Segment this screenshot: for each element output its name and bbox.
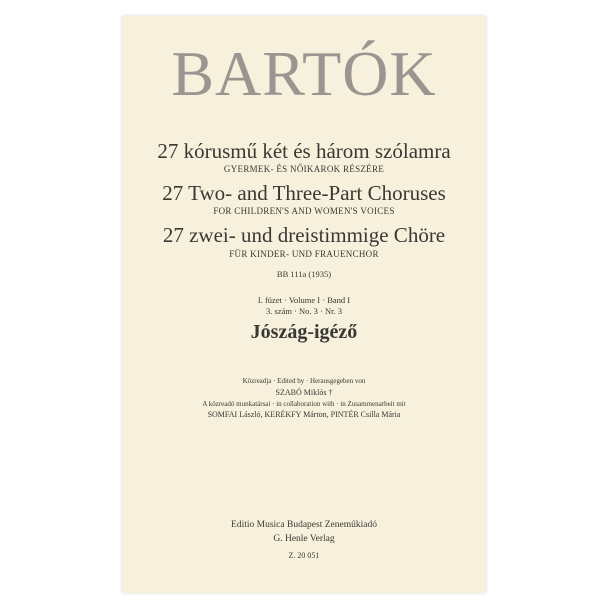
title-english: 27 Two- and Three-Part Choruses bbox=[162, 181, 446, 205]
publisher-primary: Editio Musica Budapest Zeneműkiadó bbox=[231, 520, 377, 530]
editor-name: SZABÓ Miklós † bbox=[275, 388, 333, 397]
subtitle-german: FÜR KINDER- UND FRAUENCHOR bbox=[229, 249, 379, 259]
catalogue-number: Z. 20 051 bbox=[288, 551, 320, 560]
collaborator-names: SOMFAI László, KERÉKFY Márton, PINTÉR Csilla Mária bbox=[207, 410, 401, 419]
composer-name: BARTÓK bbox=[171, 38, 437, 109]
publisher-secondary: G. Henle Verlag bbox=[273, 534, 335, 544]
piece-title: Jószág-igéző bbox=[250, 321, 358, 343]
score-cover bbox=[122, 16, 486, 593]
title-german: 27 zwei- und dreistimmige Chöre bbox=[162, 223, 446, 247]
subtitle-english: FOR CHILDREN'S AND WOMEN'S VOICES bbox=[213, 206, 395, 216]
volume-label: I. füzet · Volume I · Band I bbox=[257, 295, 351, 305]
collaboration-label: A közreadó munkatársai · in collaboration with · in Zusammenarbeit mit bbox=[202, 400, 406, 408]
subtitle-hungarian: GYERMEK- ÉS NŐIKAROK RÉSZÉRE bbox=[223, 164, 385, 174]
title-hungarian: 27 kórusmű két és három szólamra bbox=[157, 139, 451, 163]
bb-catalogue-number: BB 111a (1935) bbox=[276, 269, 332, 279]
number-label: 3. szám · No. 3 · Nr. 3 bbox=[265, 306, 342, 316]
edited-by-label: Közreadja · Edited by · Herausgegeben von bbox=[242, 377, 366, 385]
